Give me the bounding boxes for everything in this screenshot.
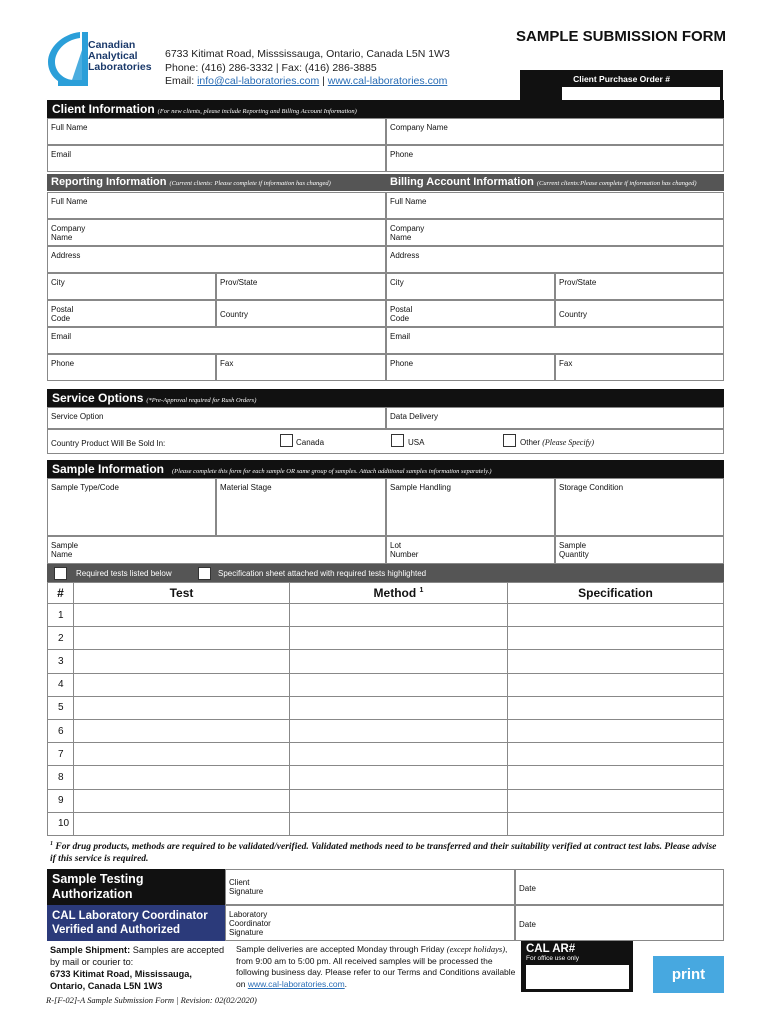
spec-cell[interactable]	[508, 719, 724, 742]
required-tests-label: Required tests listed below	[76, 569, 172, 578]
sample-testing-authorization-title: Sample Testing Authorization	[47, 869, 225, 905]
table-row	[48, 743, 724, 766]
test-cell[interactable]	[74, 766, 290, 789]
row-number: 7	[48, 743, 74, 766]
sample-handling-select[interactable]: Sample Handling	[386, 478, 555, 536]
date2-field[interactable]: Date	[515, 905, 724, 941]
table-row	[48, 696, 724, 719]
billing-phone-field[interactable]: Phone	[386, 354, 555, 381]
spec-sheet-label: Specification sheet attached with required tests highlighted	[218, 569, 427, 578]
method-cell[interactable]	[290, 743, 508, 766]
method-cell[interactable]	[290, 766, 508, 789]
spec-cell[interactable]	[508, 743, 724, 766]
revision-info: R-[F-02]-A Sample Submission Form | Revision: 02(02/2020)	[46, 995, 257, 1005]
table-row	[48, 719, 724, 742]
reporting-email-field[interactable]: Email	[47, 327, 386, 354]
method-cell[interactable]	[290, 696, 508, 719]
table-row	[48, 650, 724, 673]
billing-postal-field[interactable]: Postal Code	[386, 300, 555, 327]
website-link[interactable]: www.cal-laboratories.com	[327, 75, 448, 87]
billing-address-field[interactable]: Address	[386, 246, 724, 273]
spec-cell[interactable]	[508, 789, 724, 812]
test-cell[interactable]	[74, 650, 290, 673]
table-row	[48, 627, 724, 650]
spec-cell[interactable]	[508, 766, 724, 789]
table-row	[48, 789, 724, 812]
service-option-select[interactable]: Service Option	[47, 407, 386, 429]
method-cell[interactable]	[290, 719, 508, 742]
company-contact-info: 6733 Kitimat Road, Misssissauga, Ontario, Canada L5N 1W3 Phone: (416) 286-3332 | Fax: (416) 286-3885 Email: info@cal-laboratories.com | www.cal-laboratories.com	[165, 48, 450, 87]
method-cell[interactable]	[290, 812, 508, 835]
reporting-phone-field[interactable]: Phone	[47, 354, 216, 381]
billing-info-header: Billing Account Information (Current clients:Please complete if information has changed)	[386, 174, 724, 191]
client-email-field[interactable]: Email	[47, 145, 386, 172]
table-row	[48, 673, 724, 696]
row-number: 1	[48, 604, 74, 627]
country-sold-row: Country Product Will Be Sold In:	[47, 429, 724, 454]
sample-name-field[interactable]: Sample Name	[47, 536, 386, 564]
deliveries-info: Sample deliveries are accepted Monday through Friday (except holidays), from 9:00 am to 5:00 pm. All received samples will be processed the following business day. Please refer to our Terms and Conditions available on www.cal-laboratories.com.	[236, 944, 516, 989]
method-cell[interactable]	[290, 627, 508, 650]
spec-sheet-checkbox[interactable]	[198, 567, 211, 580]
lot-number-field[interactable]: Lot Number	[386, 536, 555, 564]
required-tests-checkbox[interactable]	[54, 567, 67, 580]
client-info-header: Client Information (For new clients, please include Reporting and Billing Account Information)	[47, 100, 724, 118]
spec-cell[interactable]	[508, 650, 724, 673]
test-cell[interactable]	[74, 719, 290, 742]
row-number: 10	[48, 812, 74, 835]
reporting-info-header: Reporting Information (Current clients: Please complete if information has changed)	[47, 174, 386, 191]
reporting-country-field[interactable]: Country	[216, 300, 386, 327]
storage-condition-select[interactable]: Storage Condition	[555, 478, 724, 536]
usa-label: USA	[408, 438, 425, 447]
billing-full-name-field[interactable]: Full Name	[386, 192, 724, 219]
method-cell[interactable]	[290, 789, 508, 812]
method-cell[interactable]	[290, 650, 508, 673]
sample-quantity-field[interactable]: Sample Quantity	[555, 536, 724, 564]
other-checkbox[interactable]	[503, 434, 516, 447]
terms-link[interactable]: www.cal-laboratories.com	[247, 978, 345, 989]
row-number: 4	[48, 673, 74, 696]
reporting-city-field[interactable]: City	[47, 273, 216, 300]
lab-signature-field[interactable]: Laboratory Coordinator Signature	[225, 905, 515, 941]
logo-wordmark: Canadian Analytical Laboratories	[88, 39, 152, 73]
service-options-header: Service Options (*Pre-Approval required for Rush Orders)	[47, 389, 724, 407]
billing-fax-field[interactable]: Fax	[555, 354, 724, 381]
test-cell[interactable]	[74, 696, 290, 719]
material-stage-select[interactable]: Material Stage	[216, 478, 386, 536]
col-num: #	[48, 583, 74, 604]
col-method: Method $^1$	[290, 583, 508, 604]
row-number: 5	[48, 696, 74, 719]
table-row	[48, 604, 724, 627]
client-full-name-field[interactable]: Full Name	[47, 118, 386, 145]
reporting-postal-field[interactable]: Postal Code	[47, 300, 216, 327]
test-cell[interactable]	[74, 627, 290, 650]
canada-label: Canada	[296, 438, 325, 447]
spec-cell[interactable]	[508, 604, 724, 627]
spec-cell[interactable]	[508, 673, 724, 696]
row-number: 6	[48, 719, 74, 742]
test-cell[interactable]	[74, 812, 290, 835]
row-number: 2	[48, 627, 74, 650]
data-delivery-select[interactable]: Data Delivery	[386, 407, 724, 429]
billing-email-field[interactable]: Email	[386, 327, 724, 354]
sample-type-field[interactable]: Sample Type/Code	[47, 478, 216, 536]
billing-city-field[interactable]: City	[386, 273, 555, 300]
table-row	[48, 812, 724, 835]
sample-info-header: Sample Information (Please complete this form for each sample OR same group of samples. Attach additional samples information separately.)	[47, 460, 724, 478]
row-number: 9	[48, 789, 74, 812]
col-test: Test	[74, 583, 290, 604]
client-phone-field[interactable]: Phone	[386, 145, 724, 172]
client-signature-field[interactable]: Client Signature	[225, 869, 515, 905]
cal-ar-box: CAL AR# For office use only	[521, 941, 633, 992]
email-link[interactable]: info@cal-laboratories.com	[197, 75, 320, 87]
test-cell[interactable]	[74, 743, 290, 766]
date1-field[interactable]: Date	[515, 869, 724, 905]
other-label: Other (Please Specify)	[520, 438, 594, 447]
spec-cell[interactable]	[508, 627, 724, 650]
billing-prov-field[interactable]: Prov/State	[555, 273, 724, 300]
row-number: 3	[48, 650, 74, 673]
col-spec: Specification	[508, 583, 724, 604]
company-phone-fax: Phone: (416) 286-3332 | Fax: (416) 286-3885	[165, 61, 377, 74]
reporting-fax-field[interactable]: Fax	[216, 354, 386, 381]
print-button[interactable]: print	[653, 956, 724, 993]
spec-cell[interactable]	[508, 696, 724, 719]
footnote: $^1$ For drug products, methods are required to be validated/verified. Validated methods need to be transferred and their suitability verified at contract test labs. Please advise if this service is required.	[50, 841, 717, 865]
row-number: 8	[48, 766, 74, 789]
reporting-company-name-field[interactable]: Company Name	[47, 219, 386, 246]
method-cell[interactable]	[290, 604, 508, 627]
company-address: 6733 Kitimat Road, Misssissauga, Ontario, Canada L5N 1W3	[165, 48, 450, 60]
reporting-prov-field[interactable]: Prov/State	[216, 273, 386, 300]
po-label: Client Purchase Order #	[573, 74, 670, 84]
form-title: SAMPLE SUBMISSION FORM	[515, 28, 726, 45]
billing-country-field[interactable]: Country	[555, 300, 724, 327]
cal-coordinator-title: CAL Laboratory Coordinator Verified and Authorized	[47, 905, 225, 941]
billing-company-name-field[interactable]: Company Name	[386, 219, 724, 246]
test-cell[interactable]	[74, 789, 290, 812]
table-row	[48, 766, 724, 789]
cal-ar-input[interactable]	[526, 965, 629, 989]
reporting-address-field[interactable]: Address	[47, 246, 386, 273]
spec-cell[interactable]	[508, 812, 724, 835]
reporting-full-name-field[interactable]: Full Name	[47, 192, 386, 219]
test-cell[interactable]	[74, 604, 290, 627]
test-cell[interactable]	[74, 673, 290, 696]
tests-table	[47, 582, 724, 836]
shipment-info: Sample Shipment: Samples are accepted by mail or courier to: 6733 Kitimat Road, Mississauga, Ontario, Canada L5N 1W3	[50, 945, 225, 991]
canada-checkbox[interactable]	[280, 434, 293, 447]
method-cell[interactable]	[290, 673, 508, 696]
client-company-name-field[interactable]: Company Name	[386, 118, 724, 145]
usa-checkbox[interactable]	[391, 434, 404, 447]
